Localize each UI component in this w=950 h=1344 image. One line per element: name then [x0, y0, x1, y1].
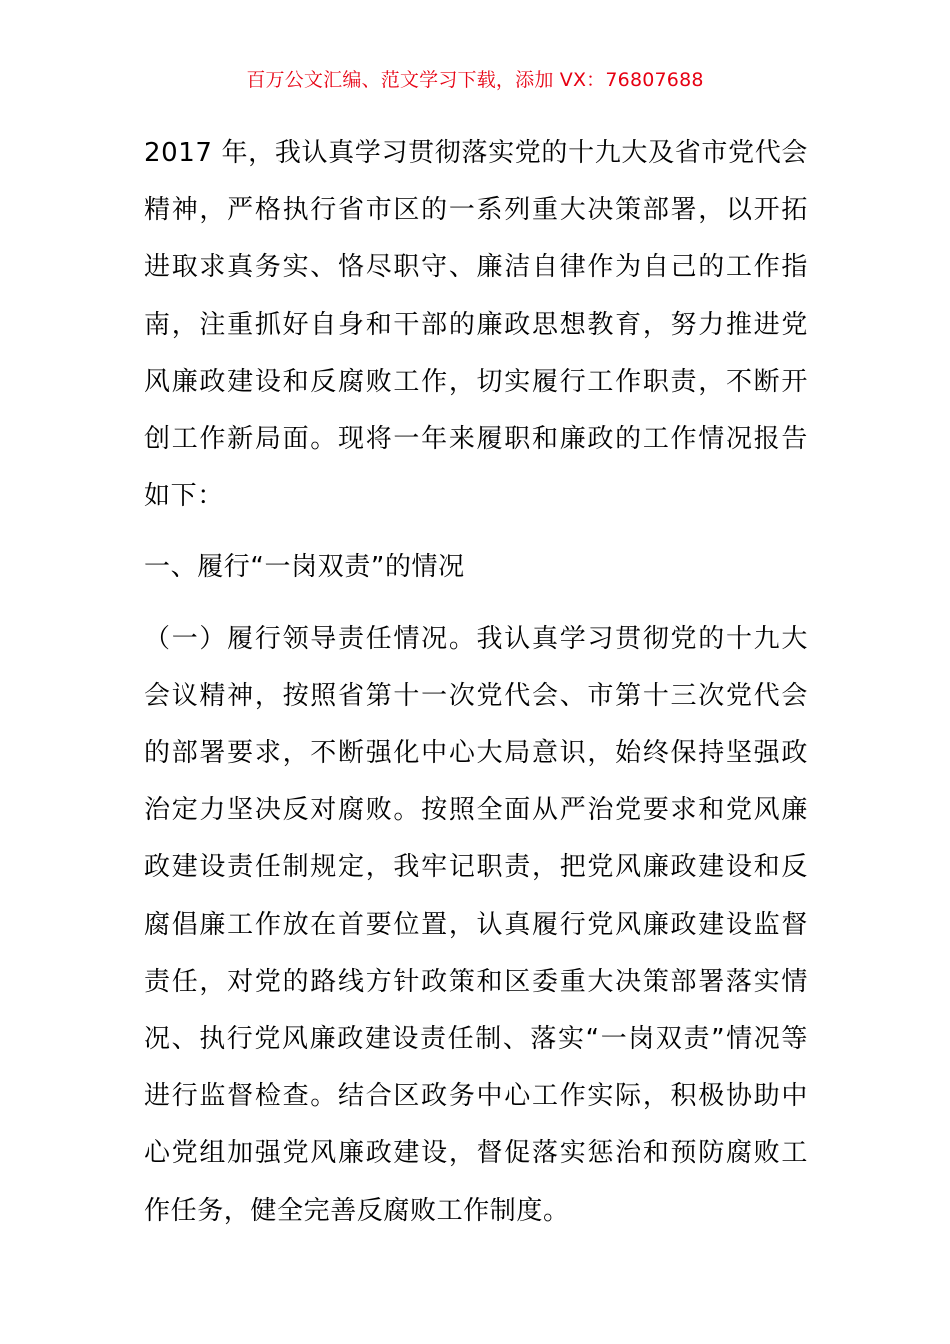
section-paragraph: （一）履行领导责任情况。我认真学习贯彻党的十九大会议精神，按照省第十一次党代会、市第十三次党代会的部署要求，不断强化中心大局意识，始终保持坚强政治定力坚决反对腐败。按照全面从严治党要求和党风廉政建设责任制规定，我牢记职责，把党风廉政建设和反腐倡廉工作放在首要位置，认真履行党风廉政建设监督责任，对党的路线方针政策和区委重大决策部署落实情况、执行党风廉政建设责任制、落实“一岗双责”情况等进行监督检查。结合区政务中心工作实际，积极协助中心党组加强党风廉政建设，督促落实惩治和预防腐败工作任务，健全完善反腐败工作制度。: [144, 623, 808, 1226]
intro-paragraph: 2017 年，我认真学习贯彻落实党的十九大及省市党代会精神，严格执行省市区的一系列重大决策部署，以开拓进取求真务实、恪尽职守、廉洁自律作为自己的工作指南，注重抓好自身和干部的廉政思想教育，努力推进党风廉政建设和反腐败工作，切实履行工作职责，不断开创工作新局面。现将一年来履职和廉政的工作情况报告如下：: [144, 138, 808, 512]
document-body: [144, 125, 808, 1240]
section-heading: 一、履行“一岗双责”的情况: [144, 552, 465, 583]
header-note: 百万公文汇编、范文学习下载，添加 VX：76807688: [246, 69, 704, 91]
